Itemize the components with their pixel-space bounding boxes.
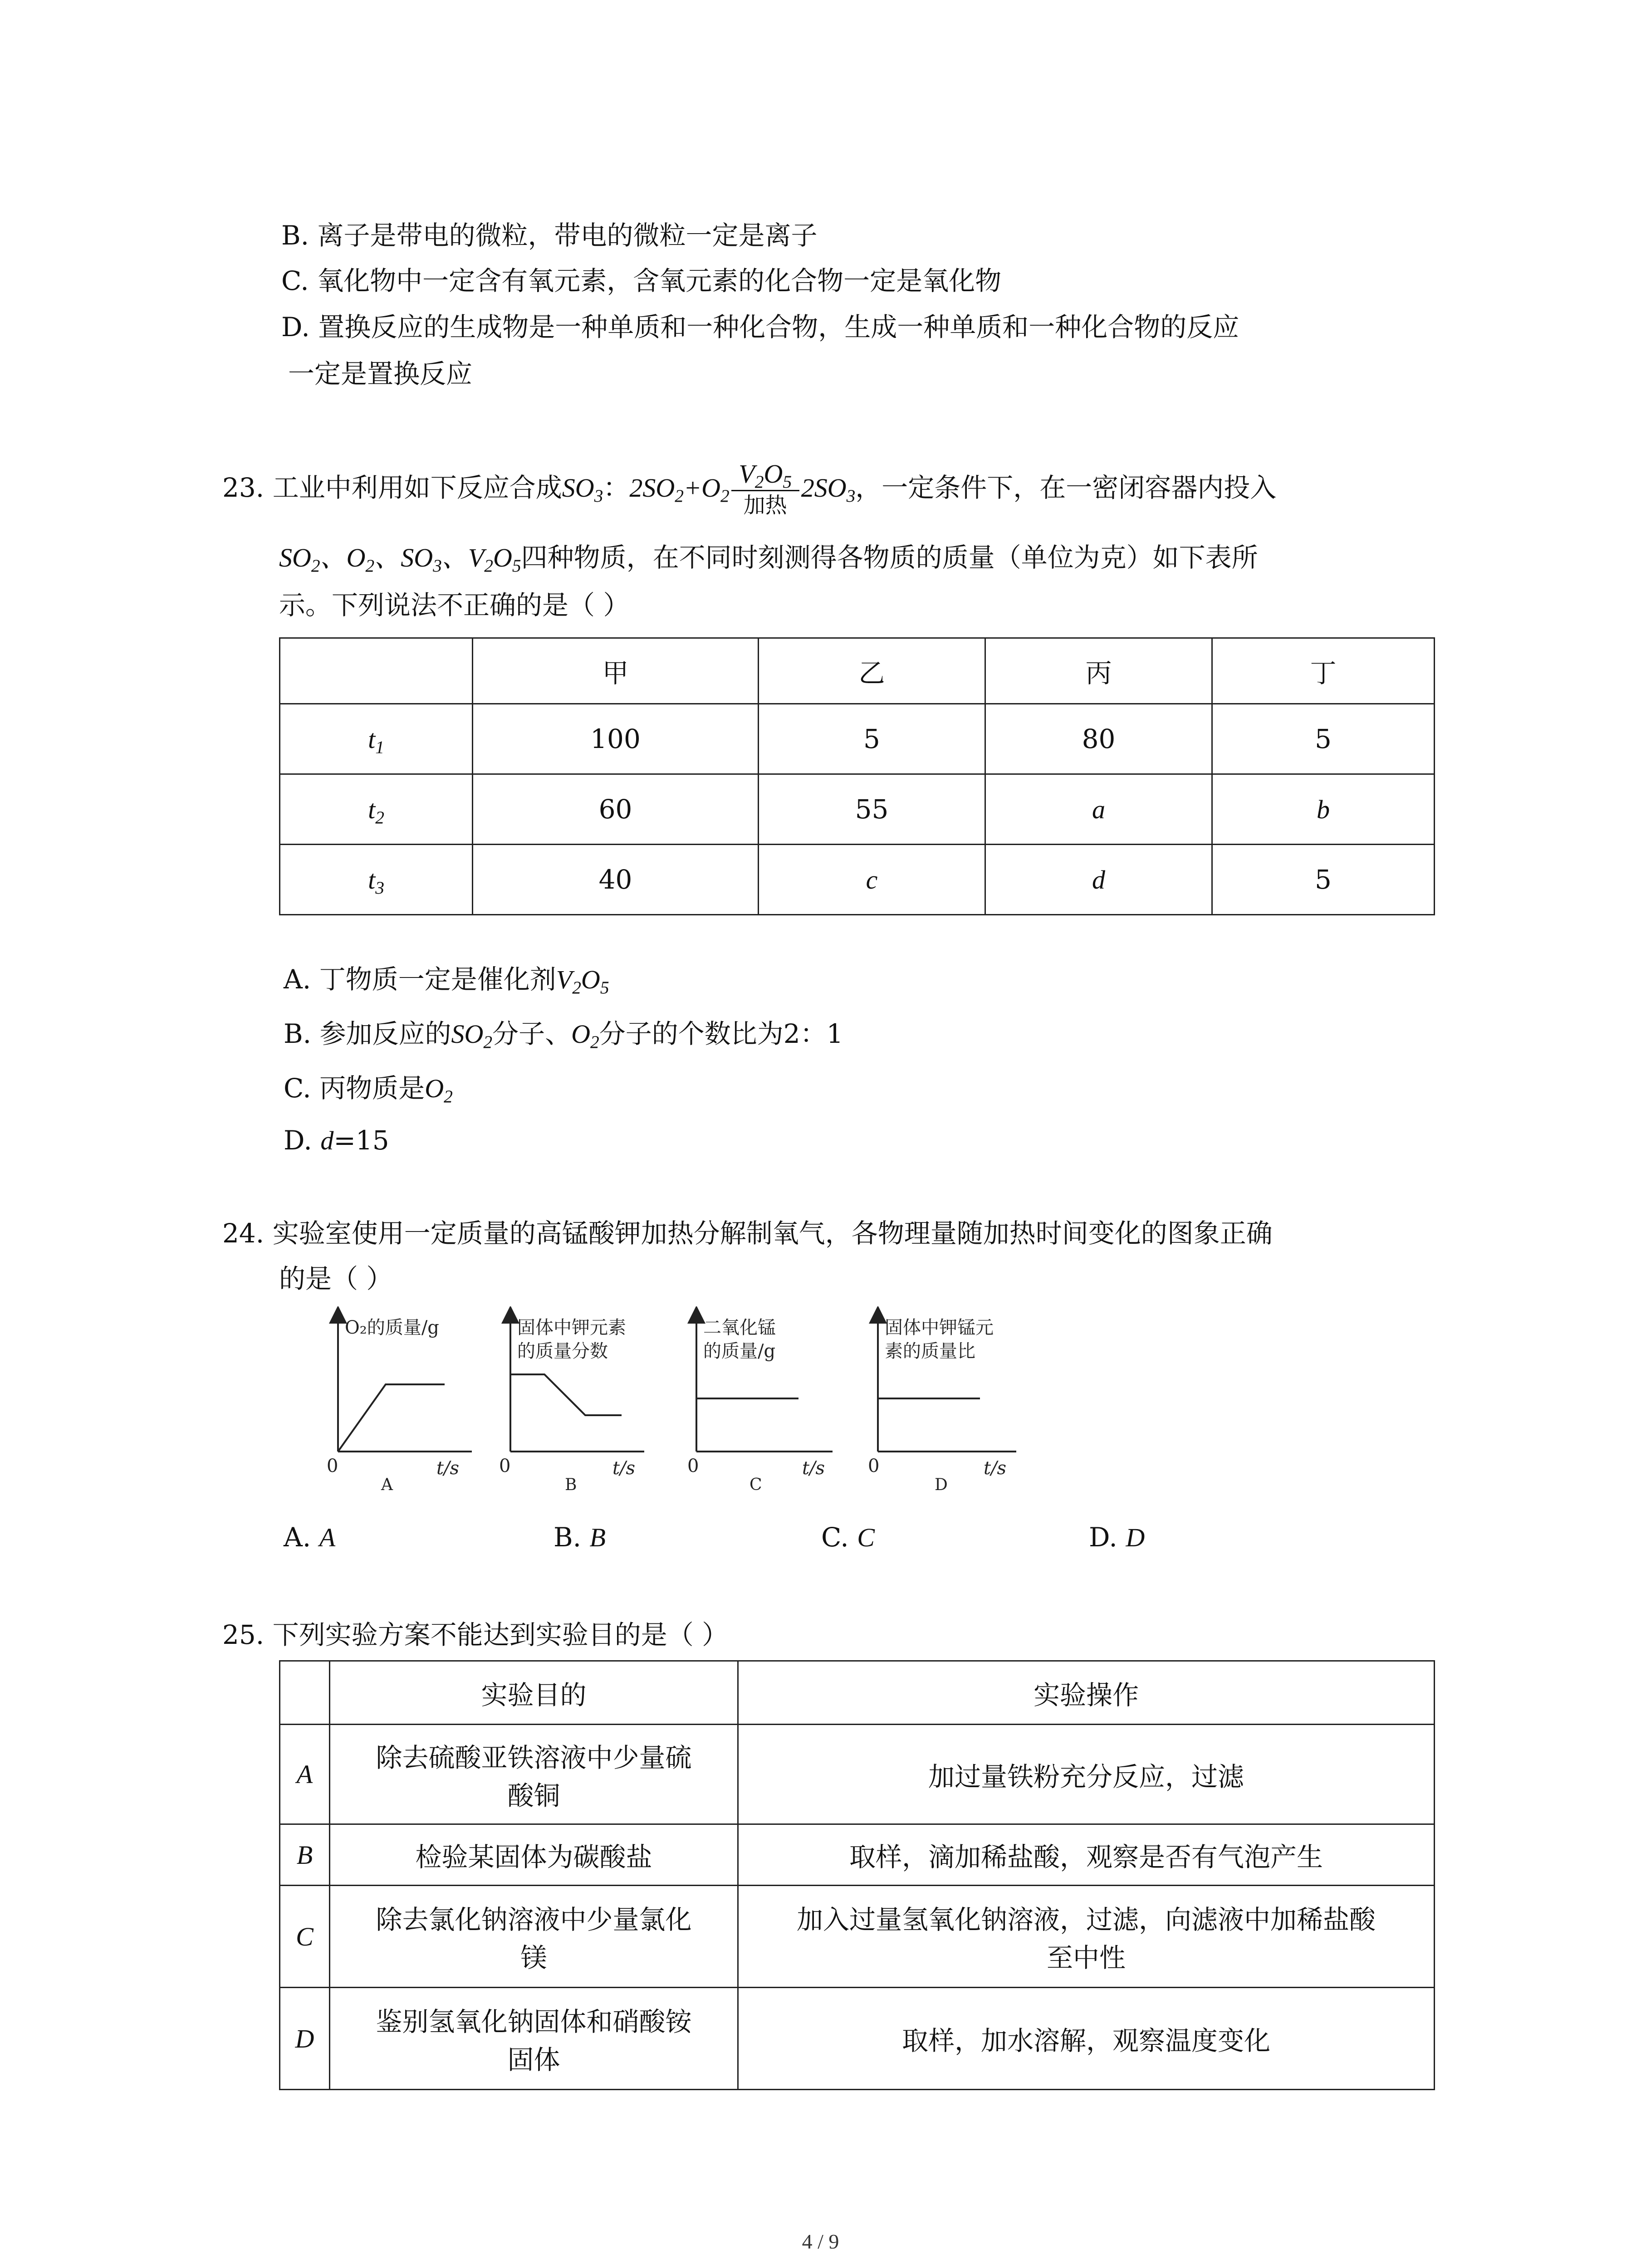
q24-stem-line2: 的是（ ） [279, 1263, 393, 1294]
table-header-cell: 实验操作 [738, 1661, 1435, 1725]
formula-so3: $SO_3$ [562, 473, 603, 506]
option-key-cell: D [280, 1988, 330, 2090]
graph-c-origin: 0 [687, 1456, 699, 1476]
q23-stem-line1 [222, 459, 1277, 518]
variable-d: d [320, 1126, 334, 1155]
table-cell: c [759, 845, 985, 915]
formula-so2: $SO_2$ [279, 543, 320, 576]
graph-d-xlabel: t/s [984, 1458, 1007, 1479]
table-header-cell: 甲 [473, 638, 759, 704]
heating-label: 加热 [743, 493, 787, 518]
q23-stem-suffix: ，一定条件下，在一密闭容器内投入 [855, 472, 1277, 503]
table-cell: 55 [759, 774, 985, 845]
q23-option-b: B. 参加反应的$SO_2$分子、$O_2$分子的个数比为2：1 [284, 1018, 843, 1052]
goal-cell: 除去氯化钠溶液中少量氯化 镁 [330, 1886, 738, 1988]
equation-right: $2SO_3$ [801, 473, 856, 506]
table-row [280, 1988, 1435, 2090]
graph-a-xlabel: t/s [436, 1458, 460, 1479]
formula-v2o5: 、$V_2O_5$ [441, 543, 521, 576]
graph-c-ylabel-line1: 二氧化锰 [703, 1317, 776, 1338]
table-cell: 5 [1212, 845, 1435, 915]
q25-experiment-table [279, 1660, 1435, 2090]
table-cell: d [985, 845, 1212, 915]
table-header-cell: 丙 [985, 638, 1212, 704]
table-row [280, 1725, 1435, 1824]
table-header-cell: 乙 [759, 638, 985, 704]
formula-v2o5-a: $V_2O_5$ [556, 965, 609, 998]
graph-a [327, 1315, 472, 1494]
graph-b-ylabel-line2: 的质量分数 [517, 1341, 608, 1362]
operation-cell: 加入过量氢氧化钠溶液，过滤，向滤液中加稀盐酸 至中性 [738, 1886, 1435, 1988]
graph-c-xlabel: t/s [802, 1458, 825, 1479]
q24-graphs-svg [318, 1306, 1089, 1506]
table-cell: b [1212, 774, 1435, 845]
equation-left: $2SO_2+O_2$ [629, 473, 730, 506]
catalyst-label: $V_2O_5$ [739, 459, 792, 492]
graph-d-origin: 0 [868, 1456, 880, 1476]
formula-o2-b: $O_2$ [571, 1019, 599, 1052]
time-cell: $t_1$ [280, 704, 473, 774]
formula-so3-b: 、$SO_3$ [374, 543, 442, 576]
option-key-cell: A [280, 1725, 330, 1824]
table-header-row [280, 638, 1435, 704]
q24-option-c: C. C [821, 1522, 875, 1553]
table-header-cell [280, 638, 473, 704]
q22-option-c: C. 氧化物中一定含有氧元素，含氧元素的化合物一定是氧化物 [281, 265, 1002, 296]
q23-mass-table [279, 637, 1435, 915]
graph-c [687, 1315, 833, 1494]
option-key-cell: B [280, 1824, 330, 1886]
graph-b-letter: B [565, 1476, 577, 1494]
reaction-condition [731, 459, 799, 518]
q23-stem-line3: 示。下列说法不正确的是（ ） [279, 590, 630, 621]
goal-cell: 检验某固体为碳酸盐 [330, 1824, 738, 1886]
graph-b-xlabel: t/s [612, 1458, 636, 1479]
q22-option-d-line1: D. 置换反应的生成物是一种单质和一种化合物，生成一种单质和一种化合物的反应 [281, 312, 1239, 342]
table-header-cell: 实验目的 [330, 1661, 738, 1725]
table-cell: 5 [1212, 704, 1435, 774]
q24-graph-panel [318, 1306, 1089, 1506]
option-key-cell: C [280, 1886, 330, 1988]
q25-number: 25. [222, 1619, 265, 1650]
q25-stem: 25. 下列实验方案不能达到实验目的是（ ） [222, 1619, 729, 1650]
graph-b-origin: 0 [499, 1456, 511, 1476]
time-cell: $t_3$ [280, 845, 473, 915]
q23-line2-text: 四种物质，在不同时刻测得各物质的质量（单位为克）如下表所 [521, 542, 1258, 573]
table-row [280, 704, 1435, 774]
q23-option-d: D. d=15 [284, 1125, 389, 1156]
graph-a-letter: A [381, 1476, 393, 1494]
table-header-row [280, 1661, 1435, 1725]
graph-d-ylabel-line2: 素的质量比 [885, 1341, 975, 1362]
q24-option-b: B. B [554, 1522, 606, 1553]
table-cell: a [985, 774, 1212, 845]
table-cell: 40 [473, 845, 759, 915]
curve-b [510, 1374, 622, 1415]
q22-option-b: B. 离子是带电的微粒，带电的微粒一定是离子 [281, 220, 818, 251]
formula-o2-c: $O_2$ [425, 1074, 453, 1107]
time-cell: $t_2$ [280, 774, 473, 845]
table-header-cell: 丁 [1212, 638, 1435, 704]
graph-c-letter: C [749, 1476, 762, 1494]
page-number: 4 / 9 [802, 2230, 839, 2253]
graph-d-ylabel-line1: 固体中钾锰元 [885, 1317, 994, 1338]
q24-option-a: A. A [284, 1522, 336, 1553]
formula-so2-b: $SO_2$ [451, 1019, 493, 1052]
q23-stem-line2 [279, 542, 1258, 576]
q23-option-a: A. 丁物质一定是催化剂$V_2O_5$ [284, 964, 609, 998]
table-header-cell [280, 1661, 330, 1725]
colon: ： [603, 472, 630, 503]
table-row [280, 1886, 1435, 1988]
operation-cell: 加过量铁粉充分反应，过滤 [738, 1725, 1435, 1824]
reaction-arrow-bar [731, 490, 799, 491]
operation-cell: 取样，滴加稀盐酸，观察是否有气泡产生 [738, 1824, 1435, 1886]
table-row [280, 1824, 1435, 1886]
table-row [280, 774, 1435, 845]
q23-option-c: C. 丙物质是$O_2$ [284, 1073, 453, 1107]
table-cell: 80 [985, 704, 1212, 774]
operation-cell: 取样，加水溶解，观察温度变化 [738, 1988, 1435, 2090]
q23-number: 23. [222, 472, 265, 503]
graph-c-ylabel-line2: 的质量/g [703, 1341, 776, 1362]
graph-a-ylabel: O₂的质量/g [345, 1317, 439, 1338]
graph-b [499, 1315, 644, 1494]
table-cell: 5 [759, 704, 985, 774]
formula-o2: 、$O_2$ [320, 543, 375, 576]
table-cell: 60 [473, 774, 759, 845]
graph-d-letter: D [935, 1476, 948, 1494]
q22-option-d-line2: 一定是置换反应 [288, 358, 473, 389]
graph-b-ylabel-line1: 固体中钾元素 [517, 1317, 626, 1338]
q24-option-d: D. D [1089, 1522, 1145, 1553]
goal-cell: 鉴别氢氧化钠固体和硝酸铵 固体 [330, 1988, 738, 2090]
table-cell: 100 [473, 704, 759, 774]
q24-stem-line1: 24. 实验室使用一定质量的高锰酸钾加热分解制氧气，各物理量随加热时间变化的图象正确 [222, 1218, 1273, 1249]
graph-a-origin: 0 [327, 1456, 338, 1476]
goal-cell: 除去硫酸亚铁溶液中少量硫 酸铜 [330, 1725, 738, 1824]
graph-d [868, 1315, 1016, 1494]
table-row [280, 845, 1435, 915]
q23-stem-prefix: 工业中利用如下反应合成 [272, 472, 562, 503]
curve-a [338, 1384, 445, 1452]
q24-number: 24. [222, 1218, 265, 1249]
